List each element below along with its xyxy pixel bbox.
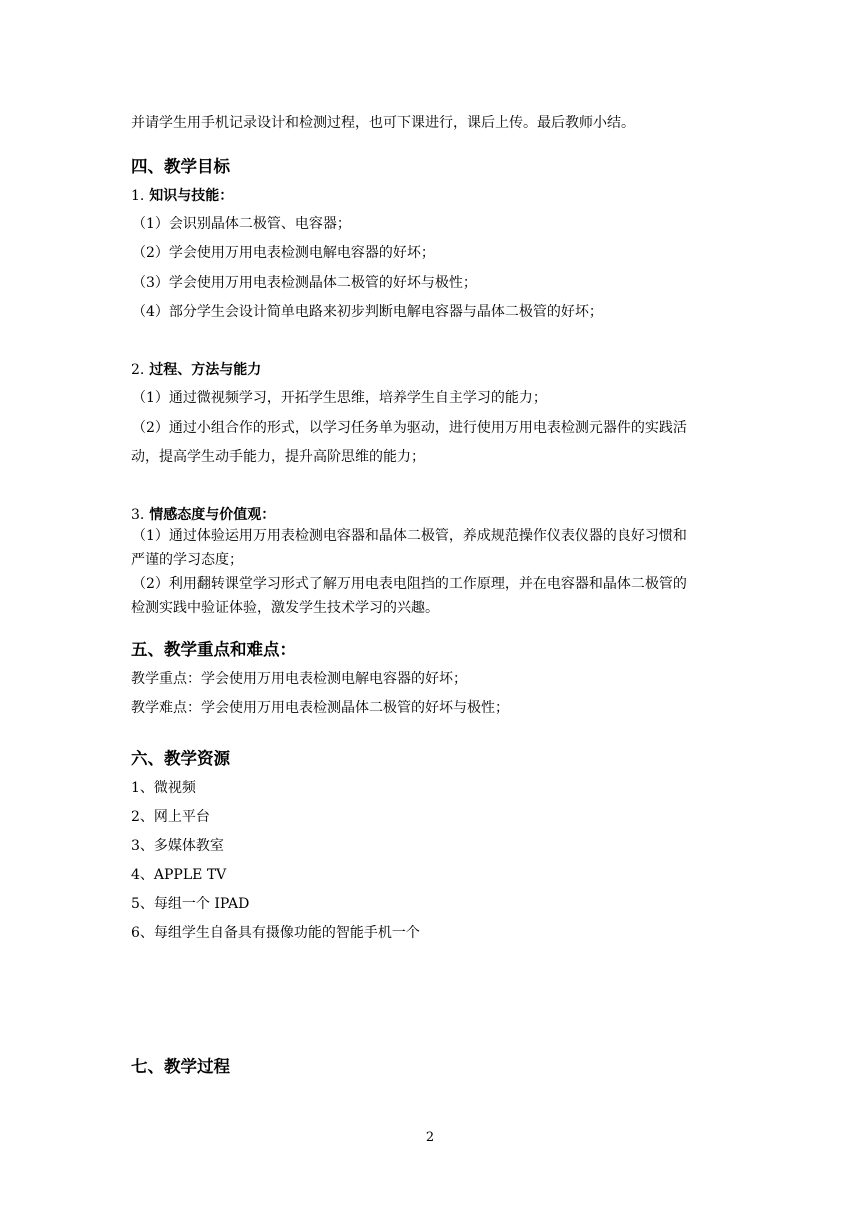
emotion-item-2-cont: 检测实践中验证体验，激发学生技术学习的兴趣。 [131, 600, 439, 616]
resource-item-3: 3、多媒体教室 [131, 838, 224, 854]
section-5-title: 五、教学重点和难点： [131, 640, 296, 659]
knowledge-item-3: （3）学会使用万用电表检测晶体二极管的好坏与极性； [132, 275, 477, 291]
process-method-heading [131, 360, 261, 380]
resource-item-6: 6、每组学生自备具有摄像功能的智能手机一个 [131, 925, 420, 941]
process-item-2-cont: 动，提高学生动手能力，提升高阶思维的能力； [131, 449, 425, 465]
key-point-line: 教学重点：学会使用万用电表检测电解电容器的好坏； [131, 671, 467, 687]
emotion-attitude-heading [131, 505, 275, 525]
emotion-item-1: （1）通过体验运用万用表检测电容器和晶体二极管，养成规范操作仪表仪器的良好习惯和 [132, 528, 687, 544]
page-number: 2 [425, 1130, 435, 1145]
emotion-attitude-number: 3. [131, 507, 145, 523]
knowledge-skills-title: 知识与技能： [149, 188, 234, 204]
resource-item-1: 1、微视频 [131, 780, 196, 796]
process-item-1: （1）通过微视频学习，开拓学生思维，培养学生自主学习的能力； [132, 390, 547, 406]
knowledge-item-2: （2）学会使用万用电表检测电解电容器的好坏； [132, 245, 435, 261]
section-4-title: 四、教学目标 [131, 157, 230, 176]
emotion-attitude-title: 情感态度与价值观： [149, 507, 276, 523]
section-7-title: 七、教学过程 [131, 1057, 230, 1076]
knowledge-item-1: （1）会识别晶体二极管、电容器； [132, 216, 351, 232]
process-item-2: （2）通过小组合作的形式，以学习任务单为驱动，进行使用万用电表检测元器件的实践活 [132, 420, 687, 436]
knowledge-item-4: （4）部分学生会设计简单电路来初步判断电解电容器与晶体二极管的好坏； [132, 304, 603, 320]
process-method-title: 过程、方法与能力 [149, 362, 262, 378]
difficult-point-line: 教学难点：学会使用万用电表检测晶体二极管的好坏与极性； [131, 700, 509, 716]
emotion-item-1-cont: 严谨的学习态度； [131, 552, 243, 568]
resource-item-4: 4、APPLE TV [131, 867, 227, 883]
resource-item-5: 5、每组一个 IPAD [131, 896, 250, 912]
knowledge-skills-number: 1. [131, 188, 145, 204]
section-6-title: 六、教学资源 [131, 749, 230, 768]
intro-line: 并请学生用手机记录设计和检测过程，也可下课进行，课后上传。最后教师小结。 [131, 115, 635, 131]
process-method-number: 2. [131, 362, 145, 378]
knowledge-skills-heading [131, 186, 233, 206]
resource-item-2: 2、网上平台 [131, 809, 210, 825]
emotion-item-2: （2）利用翻转课堂学习形式了解万用电表电阻挡的工作原理，并在电容器和晶体二极管的 [132, 576, 687, 592]
